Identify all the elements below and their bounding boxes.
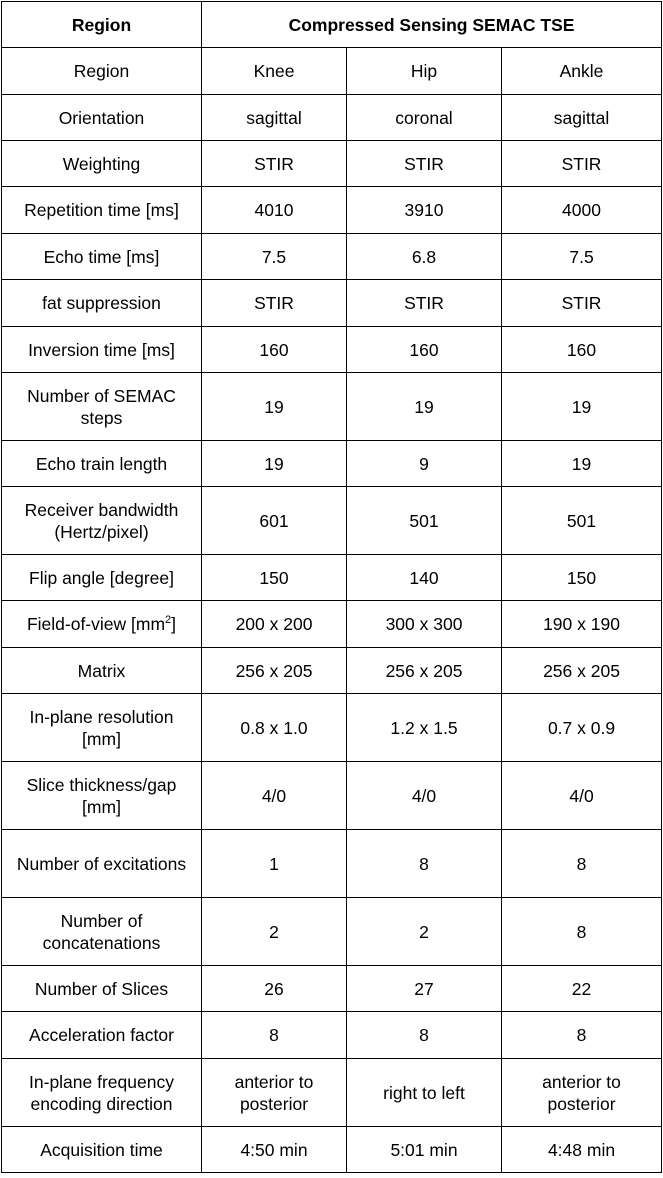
- knee-cell: 256 x 205: [202, 648, 347, 694]
- knee-cell: 19: [202, 441, 347, 487]
- ankle-cell: 8: [502, 898, 662, 966]
- ankle-cell: anterior to posterior: [502, 1059, 662, 1127]
- ankle-cell: 160: [502, 327, 662, 373]
- knee-cell: sagittal: [202, 95, 347, 141]
- table-row: [2, 898, 662, 966]
- hip-cell: 256 x 205: [347, 648, 502, 694]
- table-row: [2, 555, 662, 601]
- hip-cell: 4/0: [347, 762, 502, 830]
- knee-cell: 26: [202, 966, 347, 1012]
- ankle-cell: 19: [502, 373, 662, 441]
- table-row: [2, 373, 662, 441]
- table-row: [2, 487, 662, 555]
- hip-cell: 2: [347, 898, 502, 966]
- row-label: Inversion time [ms]: [2, 327, 202, 373]
- row-label: In-plane resolution [mm]: [2, 694, 202, 762]
- knee-cell: 200 x 200: [202, 601, 347, 648]
- table-row: [2, 187, 662, 234]
- table-row: [2, 648, 662, 694]
- hip-cell: 8: [347, 1012, 502, 1059]
- ankle-cell: 0.7 x 0.9: [502, 694, 662, 762]
- knee-cell: 7.5: [202, 234, 347, 280]
- hip-cell: 160: [347, 327, 502, 373]
- knee-cell: 160: [202, 327, 347, 373]
- ankle-cell: STIR: [502, 280, 662, 327]
- row-label: Weighting: [2, 141, 202, 187]
- header-region: Region: [2, 2, 202, 48]
- table-row: [2, 441, 662, 487]
- hip-cell: 501: [347, 487, 502, 555]
- ankle-cell: 501: [502, 487, 662, 555]
- row-label: Receiver bandwidth (Hertz/pixel): [2, 487, 202, 555]
- table-row: [2, 1127, 662, 1173]
- table-row: [2, 327, 662, 373]
- row-label: In-plane frequency encoding direction: [2, 1059, 202, 1127]
- hip-cell: 1.2 x 1.5: [347, 694, 502, 762]
- row-label: Acceleration factor: [2, 1012, 202, 1059]
- ankle-cell: STIR: [502, 141, 662, 187]
- table-row: [2, 234, 662, 280]
- parameters-table: [1, 1, 662, 1173]
- ankle-cell: Ankle: [502, 48, 662, 95]
- hip-cell: 27: [347, 966, 502, 1012]
- table-row: [2, 1012, 662, 1059]
- hip-cell: 19: [347, 373, 502, 441]
- hip-cell: 140: [347, 555, 502, 601]
- ankle-cell: 8: [502, 830, 662, 898]
- knee-cell: 4/0: [202, 762, 347, 830]
- ankle-cell: 4:48 min: [502, 1127, 662, 1173]
- table-row: [2, 95, 662, 141]
- knee-cell: Knee: [202, 48, 347, 95]
- row-label-superscript: 2: [165, 614, 172, 627]
- table-row: [2, 830, 662, 898]
- knee-cell: 4010: [202, 187, 347, 234]
- knee-cell: 4:50 min: [202, 1127, 347, 1173]
- hip-cell: coronal: [347, 95, 502, 141]
- hip-cell: STIR: [347, 280, 502, 327]
- knee-cell: 0.8 x 1.0: [202, 694, 347, 762]
- hip-cell: 5:01 min: [347, 1127, 502, 1173]
- row-label: Matrix: [2, 648, 202, 694]
- row-label: Acquisition time: [2, 1127, 202, 1173]
- header-sequence: Compressed Sensing SEMAC TSE: [202, 2, 662, 48]
- knee-cell: 150: [202, 555, 347, 601]
- ankle-cell: 19: [502, 441, 662, 487]
- knee-cell: 8: [202, 1012, 347, 1059]
- ankle-cell: 256 x 205: [502, 648, 662, 694]
- table-row: [2, 1059, 662, 1127]
- hip-cell: 300 x 300: [347, 601, 502, 648]
- ankle-cell: 22: [502, 966, 662, 1012]
- hip-cell: STIR: [347, 141, 502, 187]
- knee-cell: STIR: [202, 141, 347, 187]
- ankle-cell: 8: [502, 1012, 662, 1059]
- row-label: Number of concatenations: [2, 898, 202, 966]
- table-row: [2, 48, 662, 95]
- table-row: [2, 141, 662, 187]
- table-row: [2, 601, 662, 648]
- hip-cell: 9: [347, 441, 502, 487]
- hip-cell: Hip: [347, 48, 502, 95]
- ankle-cell: sagittal: [502, 95, 662, 141]
- table-row: [2, 694, 662, 762]
- row-label: Number of excitations: [2, 830, 202, 898]
- ankle-cell: 4000: [502, 187, 662, 234]
- row-label: Repetition time [ms]: [2, 187, 202, 234]
- row-label: Orientation: [2, 95, 202, 141]
- row-label-end: ]: [171, 614, 177, 634]
- knee-cell: 601: [202, 487, 347, 555]
- row-label: Number of SEMAC steps: [2, 373, 202, 441]
- row-label: Number of Slices: [2, 966, 202, 1012]
- knee-cell: 1: [202, 830, 347, 898]
- hip-cell: 6.8: [347, 234, 502, 280]
- row-label: [2, 601, 202, 648]
- row-label: Region: [2, 48, 202, 95]
- hip-cell: 8: [347, 830, 502, 898]
- row-label: Echo time [ms]: [2, 234, 202, 280]
- ankle-cell: 150: [502, 555, 662, 601]
- row-label: fat suppression: [2, 280, 202, 327]
- hip-cell: 3910: [347, 187, 502, 234]
- header-row: [2, 2, 662, 48]
- knee-cell: 19: [202, 373, 347, 441]
- row-label-main: Field-of-view [mm: [26, 614, 166, 634]
- table-row: [2, 762, 662, 830]
- hip-cell: right to left: [347, 1059, 502, 1127]
- row-label: Slice thickness/gap [mm]: [2, 762, 202, 830]
- row-label: Echo train length: [2, 441, 202, 487]
- knee-cell: STIR: [202, 280, 347, 327]
- ankle-cell: 7.5: [502, 234, 662, 280]
- ankle-cell: 4/0: [502, 762, 662, 830]
- ankle-cell: 190 x 190: [502, 601, 662, 648]
- table-row: [2, 966, 662, 1012]
- knee-cell: 2: [202, 898, 347, 966]
- table-row: [2, 280, 662, 327]
- row-label: Flip angle [degree]: [2, 555, 202, 601]
- knee-cell: anterior to posterior: [202, 1059, 347, 1127]
